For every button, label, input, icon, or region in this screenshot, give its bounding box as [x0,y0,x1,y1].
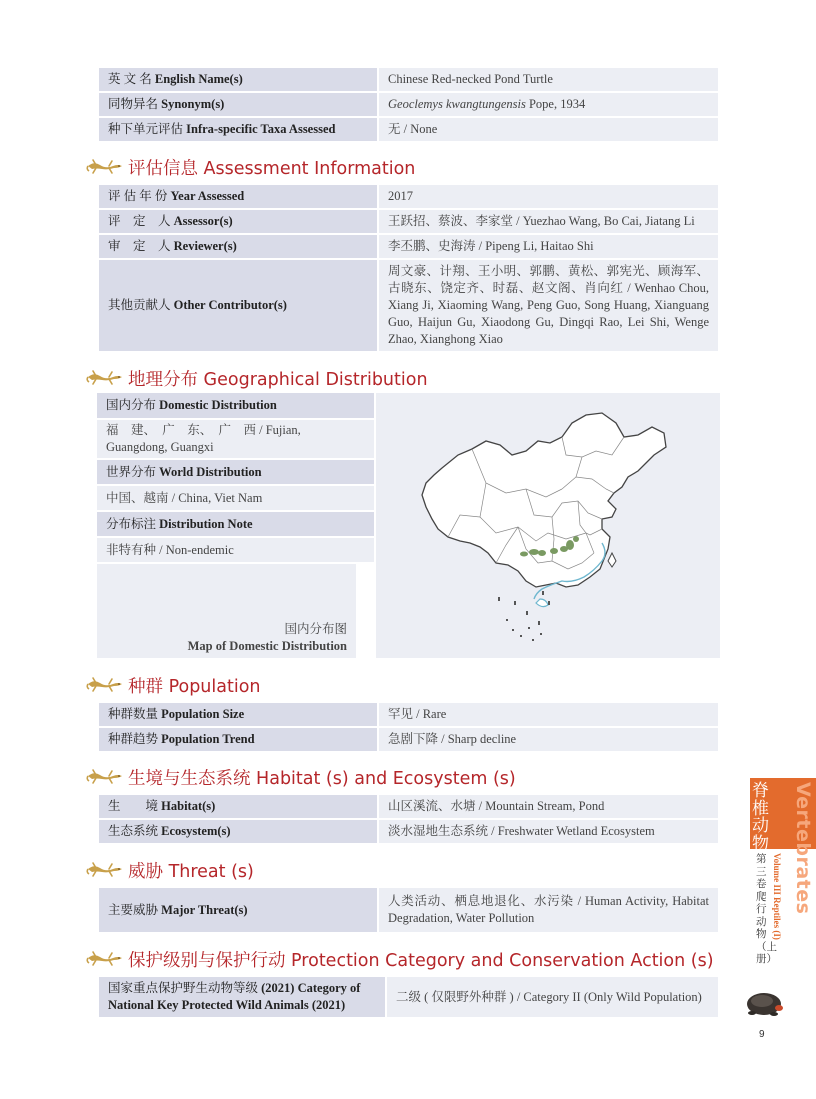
section-heading-threat: 威胁 Threat (s) [86,858,254,882]
table-row [98,67,719,92]
table-row [98,794,719,819]
row-key: 种群趋势 Population Trend [98,727,378,752]
row-key: 国家重点保护野生动物等级 (2021) Category of National Key Protected Wild Animals (2021) [98,976,386,1018]
sidebar-title-zh: 脊椎动物 [752,781,769,854]
gecko-icon [86,368,124,388]
row-value: Geoclemys kwangtungensis Pope, 1934 [378,92,719,117]
china-map [376,393,720,658]
table-row [98,117,719,142]
gecko-icon [86,675,124,695]
row-key: 审 定 人 Reviewer(s) [98,234,378,259]
turtle-icon [744,988,784,1018]
table-row [98,234,719,259]
table-row [98,209,719,234]
world-distribution-value: 中国、越南 / China, Viet Nam [97,486,374,510]
sidebar-volume-zh: 第三卷 爬行动物（上册） [756,853,777,965]
section-heading-distribution: 地理分布 Geographical Distribution [86,366,428,390]
row-key: 生 境 Habitat(s) [98,794,378,819]
row-value: 人类活动、栖息地退化、水污染 / Human Activity, Habitat Degradation, Water Pollution [378,887,719,933]
gecko-icon [86,949,124,969]
gecko-icon [86,860,124,880]
habitat-table [97,793,720,845]
row-value: 急剧下降 / Sharp decline [378,727,719,752]
table-row [98,976,719,1018]
table-row [98,887,719,933]
row-key: 种下单元评估 Infra-specific Taxa Assessed [98,117,378,142]
section-heading-protection: 保护级别与保护行动 Protection Category and Conservation Action (s) [86,947,714,971]
row-value: 二级 ( 仅限野外种群 ) / Category II (Only Wild Population) [386,976,719,1018]
distribution-info [97,393,374,658]
gecko-icon [86,767,124,787]
table-row [98,92,719,117]
row-key: 生态系统 Ecosystem(s) [98,819,378,844]
row-value: 山区溪流、水塘 / Mountain Stream, Pond [378,794,719,819]
distribution-block [97,393,720,658]
table-row [98,259,719,352]
row-key: 其他贡献人 Other Contributor(s) [98,259,378,352]
sidebar-volume-en: Volume III Reptiles (I) [772,853,782,940]
section-heading-population: 种群 Population [86,673,261,697]
distribution-note-value: 非特有种 / Non-endemic [97,538,374,562]
row-key: 英 文 名 English Name(s) [98,67,378,92]
row-value: 无 / None [378,117,719,142]
row-key: 主要威胁 Major Threat(s) [98,887,378,933]
row-key: 评 定 人 Assessor(s) [98,209,378,234]
row-key: 种群数量 Population Size [98,702,378,727]
table-row [98,702,719,727]
row-value: 2017 [378,184,719,209]
population-table [97,701,720,753]
row-value: 王跃招、蔡波、李家堂 / Yuezhao Wang, Bo Cai, Jiatang Li [378,209,719,234]
distribution-note-label: 分布标注 Distribution Note [97,512,374,536]
section-heading-habitat: 生境与生态系统 Habitat (s) and Ecosystem (s) [86,765,516,789]
row-value: 罕见 / Rare [378,702,719,727]
row-value: Chinese Red-necked Pond Turtle [378,67,719,92]
row-value: 李丕鹏、史海涛 / Pipeng Li, Haitao Shi [378,234,719,259]
gecko-icon [86,157,124,177]
domestic-distribution-label: 国内分布 Domestic Distribution [97,393,374,418]
protection-table [97,975,720,1019]
section-heading-assessment: 评估信息 Assessment Information [86,155,415,179]
assessment-table [97,183,720,353]
page-number: 9 [759,1029,765,1040]
sidebar-title-en: Vertebrates [792,782,814,915]
world-distribution-label: 世界分布 World Distribution [97,460,374,484]
name-table [97,66,720,143]
row-key: 评 估 年 份 Year Assessed [98,184,378,209]
table-row [98,727,719,752]
row-value: 淡水湿地生态系统 / Freshwater Wetland Ecosystem [378,819,719,844]
table-row [98,184,719,209]
table-row [98,819,719,844]
map-caption: 国内分布图 Map of Domestic Distribution [97,564,356,658]
distribution-map-panel [376,393,720,658]
threat-table [97,886,720,934]
row-value: 周文豪、计翔、王小明、郭鹏、黄松、郭宪光、顾海军、古晓东、饶定齐、时磊、赵文阁、肖向红 / Wenhao Chou, Xiang Ji, Xiaoming Wang, Peng Guo, Song Huang, Xianguang Guo, Haijun Gu, Xiaodong Gu, Dingqi Rao, Lei Shi, Wenge Zhao, Xianghong Xiao [378,259,719,352]
domestic-distribution-value: 福 建、 广 东、 广 西 / Fujian, Guangdong, Guangxi [97,420,374,458]
row-key: 同物异名 Synonym(s) [98,92,378,117]
